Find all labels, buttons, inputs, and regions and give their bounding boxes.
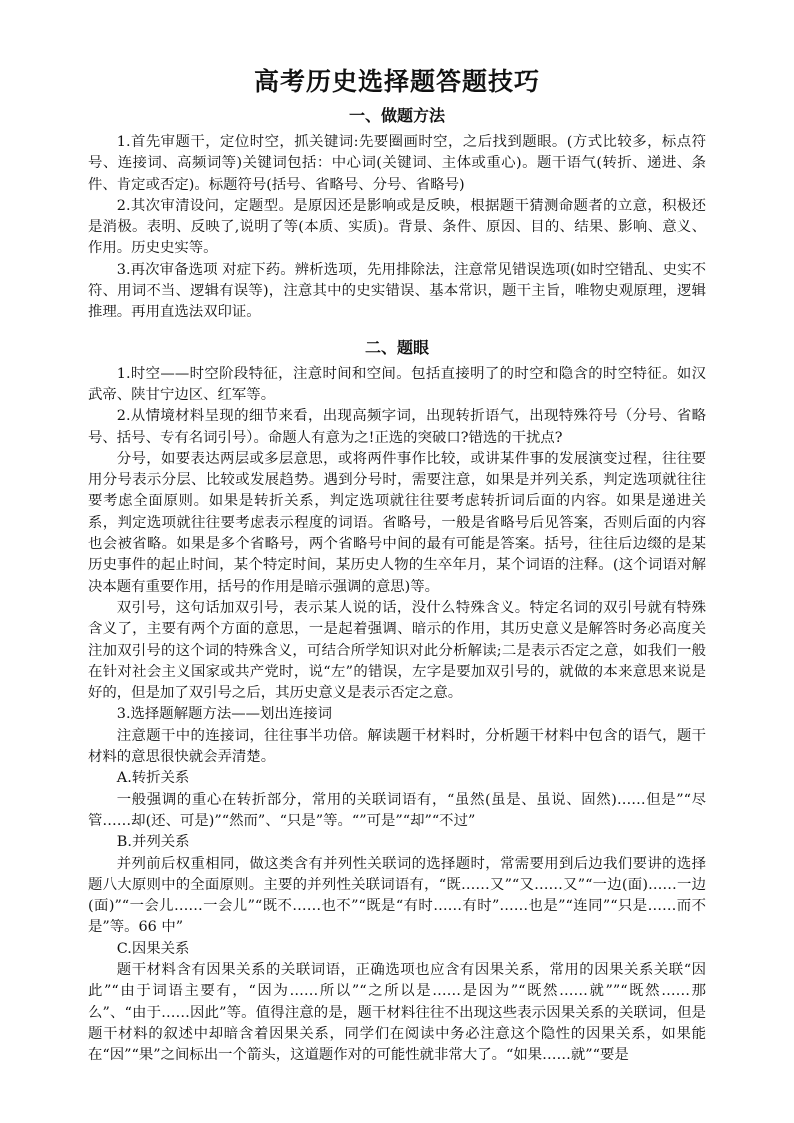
paragraph: 题干材料含有因果关系的关联词语，正确选项也应含有因果关系，常用的因果关系关联“因此”“由于词语主要有，“因为……所以”“之所以是……是因为”“既然……就””“既然……那么”、“由于……因此”等。值得注意的是，题干材料往往不出现这些表示因果关系的关联词，但是题干材料的叙述中却暗含着因果关系，同学们在阅读中务必注意这个隐性的因果关系，如果能在“因”“果”之间标出一个箭头，这道题作对的可能性就非常大了。“如果……就”“要是 <box>88 961 706 1064</box>
section-keypoints-body <box>88 364 706 1067</box>
subheading: A.转折关系 <box>116 770 190 787</box>
paragraph: 2.从情境材料呈现的细节来看，出现高频字词，出现转折语气，出现特殊符号（分号、省略号、括号、专有名词引号）。命题人有意为之!正选的突破口?错选的干扰点? <box>88 408 706 446</box>
paragraph: 并列前后权重相同，做这类含有并列性关联词的选择题时，常需要用到后边我们要讲的选择题八大原则中的全面原则。主要的并列性关联词语有，“既……又”“又……又”“一边(面)……一边(面)”“一会儿……一会儿”“既不……也不”“既是“有时……有时”……也是”“连同”“只是……而不是”等。66 中” <box>88 855 706 936</box>
paragraph: 注意题干中的连接词，往往事半功倍。解读题干材料时，分析题干材料中包含的语气，题干材料的意思很快就会弄清楚。 <box>88 727 706 766</box>
paragraph: 一般强调的重心在转折部分，常用的关联词语有，“虽然(虽是、虽说、固然)……但是”“尽管……却(还、可是)”“然而”、“只是”等。“”可是”“却”“不过” <box>88 791 706 829</box>
paragraph: 双引号，这句话加双引号，表示某人说的话，没什么特殊含义。特定名词的双引号就有特殊含义了，主要有两个方面的意思，一是起着强调、暗示的作用，其历史意义是解答时务必高度关注加双引号的这个词的特殊含义，可结合所学知识对此分析解读;二是表示否定之意，如我们一般在针对社会主义国家或共产党时，说“左”的错误，左字是要加双引号的，就做的本来意思来说是好的，但是加了双引号之后，其历史意义是表示否定之意。 <box>88 599 706 702</box>
section-heading-keypoints: 二、题眼 <box>364 337 429 357</box>
subheading: B.并列关系 <box>116 834 190 851</box>
paragraph: 3.再次审备选项 对症下药。辨析选项，先用排除法，注意常见错误选项(如时空错乱、史实不符、用词不当、逻辑有误等)，注意其中的史实错误、基本常识，题干主旨，唯物史观原理，逻辑推理。再用直选法双印证。 <box>88 261 706 321</box>
page-title: 高考历史选择题答题技巧 <box>253 67 540 96</box>
paragraph: 1.首先审题干，定位时空，抓关键词:先要圈画时空，之后找到题眼。(方式比较多，标点符号、连接词、高频词等)关键词包括：中心词(关键词、主体或重心)。题干语气(转折、递进、条件、肯定或否定)。标题符号(括号、省略号、分号、省略号) <box>88 134 706 193</box>
section-heading-methods: 一、做题方法 <box>348 106 445 125</box>
section-methods-body <box>88 132 706 324</box>
paragraph: 1.时空——时空阶段特征，注意时间和空间。包括直接明了的时空和隐含的时空特征。如汉武帝、陕甘宁边区、红军等。 <box>88 365 706 403</box>
paragraph: 分号，如要表达两层或多层意思，或将两件事作比较，或讲某件事的发展演变过程，往往要用分号表示分层、比较或发展趋势。遇到分号时，需要注意，如果是并列关系，判定选项就往往要考虑全面原则。如果是转折关系，判定选项就往往要考虑转折词后面的内容。如果是递进关系，判定选项就往往要考虑表示程度的词语。省略号，一般是省略号后见答案，否则后面的内容也会被省略。如果是多个省略号，两个省略号中间的最有可能是答案。括号，往往后边缀的是某历史事件的起止时间，某个特定时间，某历史人物的生卒年月，某个词语的注释。(这个词语对解决本题有重要作用，括号的作用是暗示强调的意思)等。 <box>88 450 706 595</box>
paragraph: 2.其次审清设问，定题型。是原因还是影响或是反映，根据题干猜测命题者的立意，积极还是消极。表明、反映了,说明了等(本质、实质)。背景、条件、原因、目的、结果、影响、意义、作用。历史史实等。 <box>88 197 706 257</box>
subheading: 3.选择题解题方法——划出连接词 <box>116 706 332 723</box>
subheading: C.因果关系 <box>116 940 190 957</box>
